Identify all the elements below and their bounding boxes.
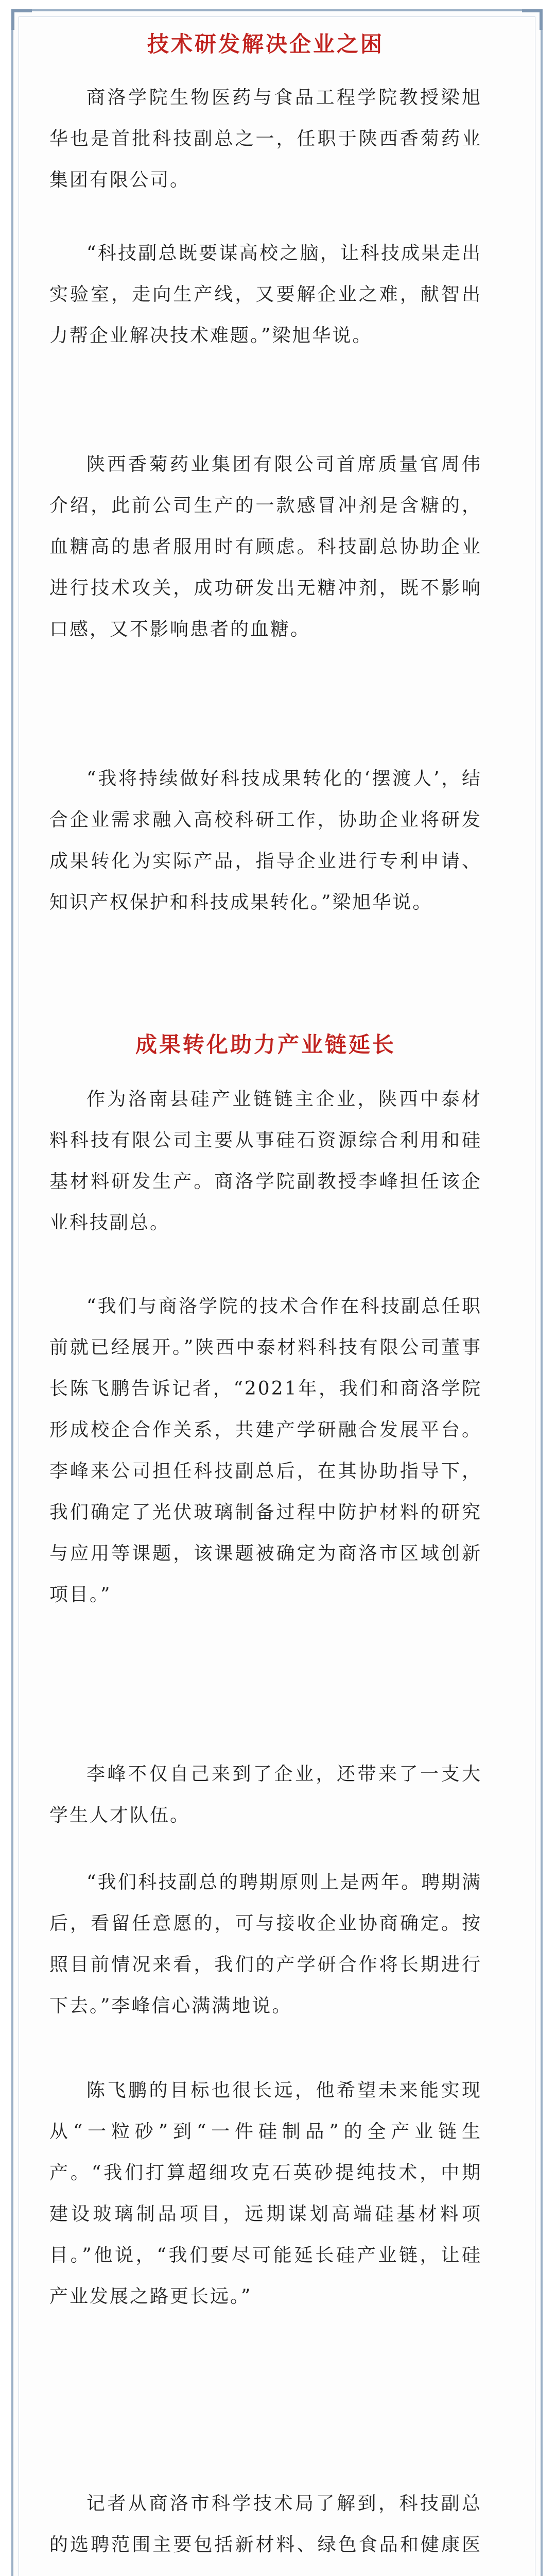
paragraph: 记者从商洛市科学技术局了解到，科技副总的选聘范围主要包括新材料、绿色食品和健康医 xyxy=(49,2493,482,2555)
section-heading-industry-chain: 成果转化助力产业链延长 xyxy=(135,1032,396,1057)
paragraph: “我将持续做好科技成果转化的‘摆渡人’，结合企业需求融入高校科研工作，协助企业将研发成果转化为实际产品，指导企业进行专利申请、知识产权保护和科技成果转化。”梁旭华说。 xyxy=(49,768,482,913)
paragraph: 作为洛南县硅产业链链主企业，陕西中泰材料科技有限公司主要从事硅石资源综合利用和硅基材料研发生产。商洛学院副教授李峰担任该企业科技副总。 xyxy=(49,1089,482,1233)
paragraph: “科技副总既要谋高校之脑，让科技成果走出实验室，走向生产线，又要解企业之难，献智出力帮企业解决技术难题。”梁旭华说。 xyxy=(49,243,482,346)
corner-ornament xyxy=(11,9,32,30)
paragraph: “我们与商洛学院的技术合作在科技副总任职前就已经展开。”陕西中泰材料科技有限公司董事长陈飞鹏告诉记者，“2021年，我们和商洛学院形成校企合作关系，共建产学研融合发展平台。李峰来公司担任科技副总后，在其协助指导下，我们确定了光伏玻璃制备过程中防护材料的研究与应用等课题，该课题被确定为商洛市区域创新项目。” xyxy=(49,1296,482,1605)
paragraph: 李峰不仅自己来到了企业，还带来了一支大学生人才队伍。 xyxy=(49,1764,482,1826)
paragraph: 商洛学院生物医药与食品工程学院教授梁旭华也是首批科技副总之一，任职于陕西香菊药业集团有限公司。 xyxy=(49,87,482,191)
paragraph: 陕西香菊药业集团有限公司首席质量官周伟介绍，此前公司生产的一款感冒冲剂是含糖的，血糖高的患者服用时有顾虑。科技副总协助企业进行技术攻关，成功研发出无糖冲剂，既不影响口感，又不影响患者的血糖。 xyxy=(49,454,482,640)
paragraph: 陈飞鹏的目标也很长远，他希望未来能实现从“一粒砂”到“一件硅制品”的全产业链生产。“我们打算超细攻克石英砂提纯技术，中期建设玻璃制品项目，远期谋划高端硅基材料项目。”他说，“我们要尽可能延长硅产业链，让硅产业发展之路更长远。” xyxy=(49,2080,482,2307)
corner-ornament xyxy=(522,9,543,30)
paragraph: “我们科技副总的聘期原则上是两年。聘期满后，看留任意愿的，可与接收企业协商确定。按照目前情况来看，我们的产学研合作将长期进行下去。”李峰信心满满地说。 xyxy=(49,1872,482,2016)
section-heading-tech-rd: 技术研发解决企业之困 xyxy=(147,31,384,57)
